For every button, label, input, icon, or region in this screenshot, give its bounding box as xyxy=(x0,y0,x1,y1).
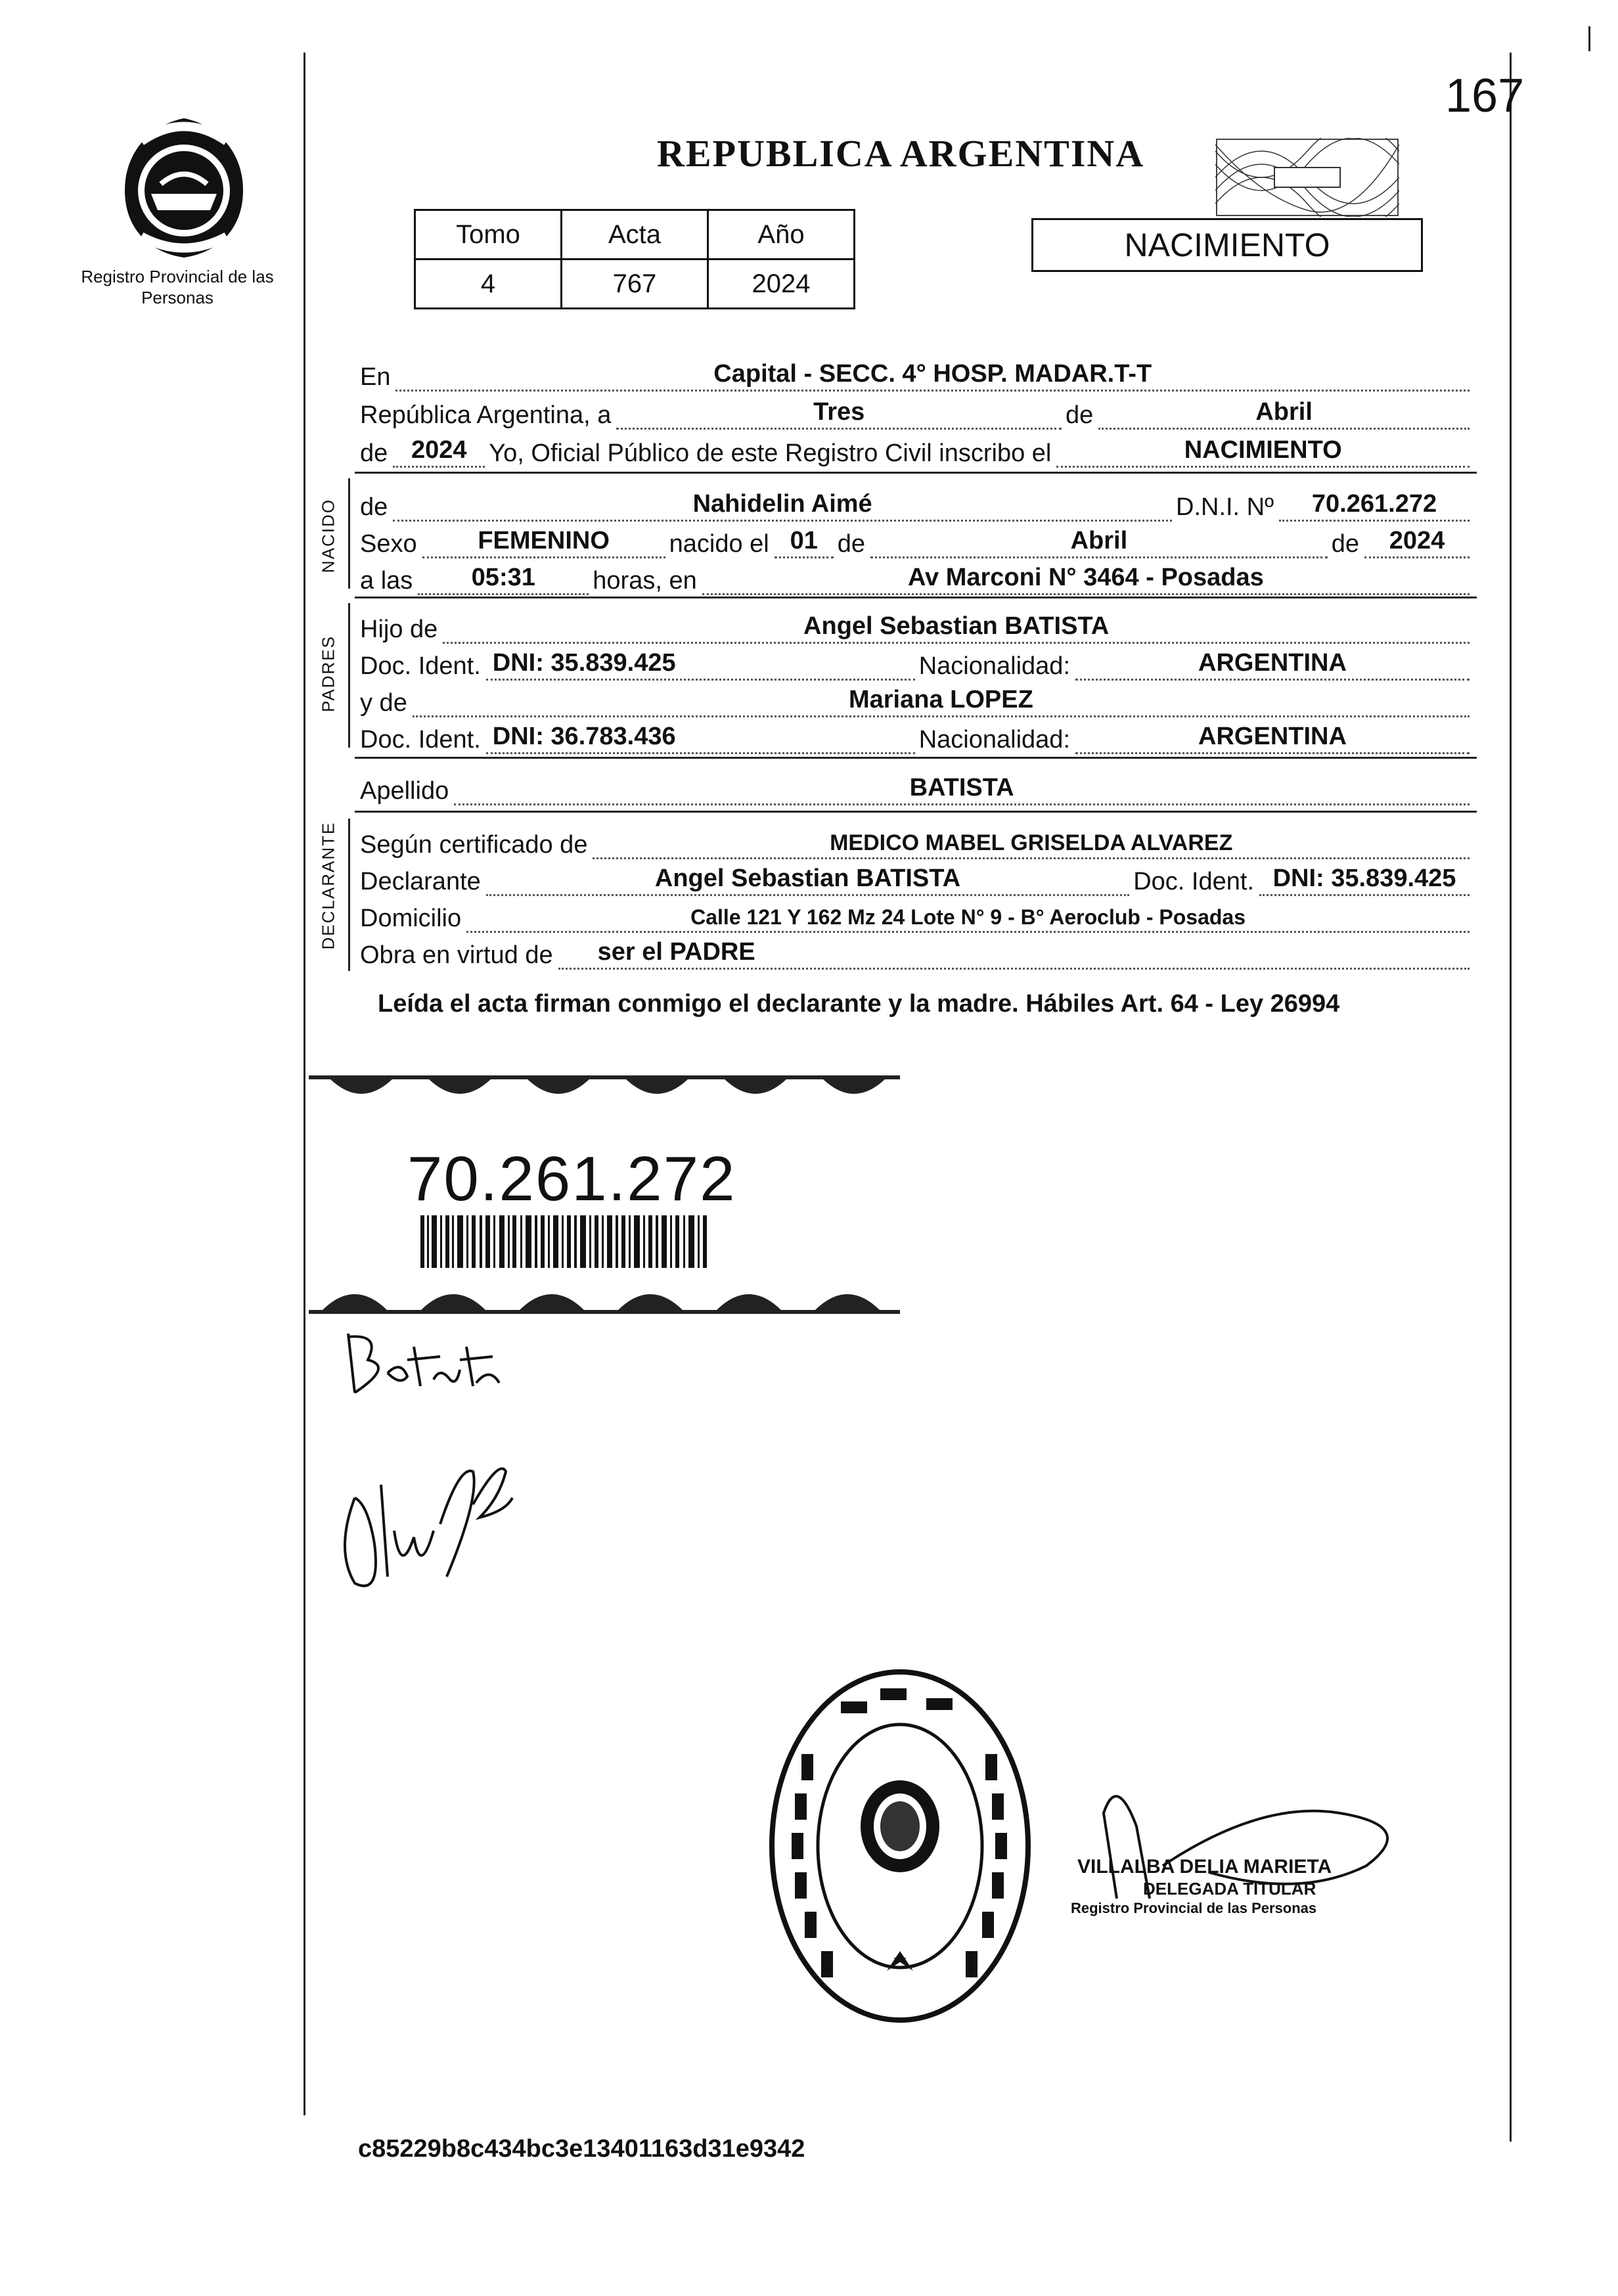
record-table-header: Acta xyxy=(562,210,708,259)
date-label: República Argentina, a xyxy=(360,401,612,429)
declarante-section-label: DECLARANTE xyxy=(318,821,338,950)
certificate-label: Según certificado de xyxy=(360,831,588,859)
mother-label: y de xyxy=(360,689,407,717)
mother-doc-label: Doc. Ident. xyxy=(360,726,481,754)
section-separator xyxy=(355,811,1477,813)
nacido-section-label: NACIDO xyxy=(318,498,338,574)
year-value: 2024 xyxy=(411,436,467,464)
place-value: Capital - SECC. 4° HOSP. MADAR.T-T xyxy=(713,360,1152,388)
surname-label: Apellido xyxy=(360,777,449,805)
reason-value: ser el PADRE xyxy=(597,938,755,966)
mother-row xyxy=(360,681,1473,717)
place-row xyxy=(360,355,1473,392)
dni-value: 70.261.272 xyxy=(1311,490,1437,518)
certificate-value: MEDICO MABEL GRISELDA ALVAREZ xyxy=(830,830,1233,855)
place-label: En xyxy=(360,363,391,391)
birth-month: Abril xyxy=(1070,527,1128,554)
surname-row xyxy=(360,769,1473,805)
record-table-cell: 767 xyxy=(562,259,708,309)
time-row xyxy=(360,558,1473,595)
address-value: Calle 121 Y 162 Mz 24 Lote N° 9 - B° Aeroclub - Posadas xyxy=(690,905,1246,929)
record-type-box: NACIMIENTO xyxy=(1031,218,1423,272)
birth-place: Av Marconi N° 3464 - Posadas xyxy=(907,564,1264,591)
province-logo-icon xyxy=(112,112,256,263)
reason-label: Obra en virtud de xyxy=(360,941,553,969)
surname-value: BATISTA xyxy=(909,774,1014,801)
born-label: nacido el xyxy=(669,530,769,558)
father-nat-label: Nacionalidad: xyxy=(918,652,1070,680)
year-text: Yo, Oficial Público de este Registro Civil inscribo el xyxy=(489,439,1052,467)
declarant-signature-icon xyxy=(335,1320,506,1406)
mother-doc-row xyxy=(360,717,1473,754)
mother-signature-icon xyxy=(328,1445,526,1603)
dni-label: D.N.I. Nº xyxy=(1176,493,1274,521)
declarant-label: Declarante xyxy=(360,868,481,895)
security-band-bottom xyxy=(309,1271,900,1324)
date-month: Abril xyxy=(1255,398,1313,426)
child-name-row xyxy=(360,485,1473,522)
official-org: Registro Provincial de las Personas xyxy=(1071,1900,1317,1916)
right-margin-line xyxy=(1510,53,1512,2142)
dni-sticker-number: 70.261.272 xyxy=(407,1144,736,1214)
address-row xyxy=(360,896,1473,933)
time-label: a las xyxy=(360,567,413,595)
official-stamp-icon xyxy=(762,1662,1038,2030)
father-nationality: ARGENTINA xyxy=(1198,649,1347,677)
country-title: REPUBLICA ARGENTINA xyxy=(657,132,1145,175)
page-number: 167 xyxy=(1445,70,1525,122)
record-table-cell: 4 xyxy=(415,259,562,309)
record-table-header: Tomo xyxy=(415,210,562,259)
father-doc-row xyxy=(360,644,1473,681)
sex-label: Sexo xyxy=(360,530,417,558)
father-doc-value: DNI: 35.839.425 xyxy=(492,649,676,677)
time-value: 05:31 xyxy=(471,564,535,591)
date-day: Tres xyxy=(813,398,865,426)
padres-bracket xyxy=(348,603,350,748)
birth-day: 01 xyxy=(790,527,818,554)
child-name-value: Nahidelin Aimé xyxy=(692,490,872,518)
mother-nat-label: Nacionalidad: xyxy=(918,726,1070,754)
date-row xyxy=(360,393,1473,430)
security-seal-icon xyxy=(1215,138,1399,217)
security-band-top xyxy=(309,1064,900,1117)
address-label: Domicilio xyxy=(360,905,462,932)
father-row xyxy=(360,607,1473,644)
registry-label: Registro Provincial de las Personas xyxy=(81,267,274,307)
record-table-cell: 2024 xyxy=(708,259,855,309)
sex-value: FEMENINO xyxy=(478,527,610,554)
year-row xyxy=(360,431,1473,468)
father-label: Hijo de xyxy=(360,616,438,643)
closing-text: Leída el acta firman conmigo el declarante y la madre. Hábiles Art. 64 - Ley 26994 xyxy=(378,990,1340,1018)
corner-tick xyxy=(1588,26,1590,51)
nacido-bracket xyxy=(348,478,350,589)
declarant-row xyxy=(360,859,1473,896)
official-title: DELEGADA TITULAR xyxy=(1143,1879,1316,1899)
sex-row xyxy=(360,522,1473,558)
father-doc-label: Doc. Ident. xyxy=(360,652,481,680)
child-name-label: de xyxy=(360,493,388,521)
birth-year: 2024 xyxy=(1389,527,1445,554)
section-separator xyxy=(355,597,1477,598)
mother-nationality: ARGENTINA xyxy=(1198,723,1347,750)
section-separator xyxy=(355,472,1477,474)
record-table xyxy=(414,209,855,309)
declarant-value: Angel Sebastian BATISTA xyxy=(654,865,961,892)
mother-doc-value: DNI: 36.783.436 xyxy=(492,723,676,750)
birth-de-label: de xyxy=(837,530,866,558)
year-record: NACIMIENTO xyxy=(1184,436,1342,464)
declarant-doc-label: Doc. Ident. xyxy=(1133,868,1254,895)
date-de-label: de xyxy=(1066,401,1094,429)
declarante-bracket xyxy=(348,819,350,971)
left-margin-line xyxy=(303,53,305,2115)
section-separator xyxy=(355,757,1477,759)
declarant-doc-value: DNI: 35.839.425 xyxy=(1272,865,1456,892)
father-value: Angel Sebastian BATISTA xyxy=(803,612,1110,640)
padres-section-label: PADRES xyxy=(318,635,338,712)
official-name: VILLALBA DELIA MARIETA xyxy=(1077,1856,1332,1878)
record-table-header: Año xyxy=(708,210,855,259)
barcode-icon xyxy=(420,1215,709,1268)
document-hash: c85229b8c434bc3e13401163d31e9342 xyxy=(358,2135,805,2163)
birth-de2-label: de xyxy=(1331,530,1359,558)
hours-label: horas, en xyxy=(593,567,697,595)
reason-row xyxy=(360,933,1473,970)
certificate-row xyxy=(360,822,1473,859)
mother-value: Mariana LOPEZ xyxy=(848,686,1033,713)
year-de-label: de xyxy=(360,439,388,467)
